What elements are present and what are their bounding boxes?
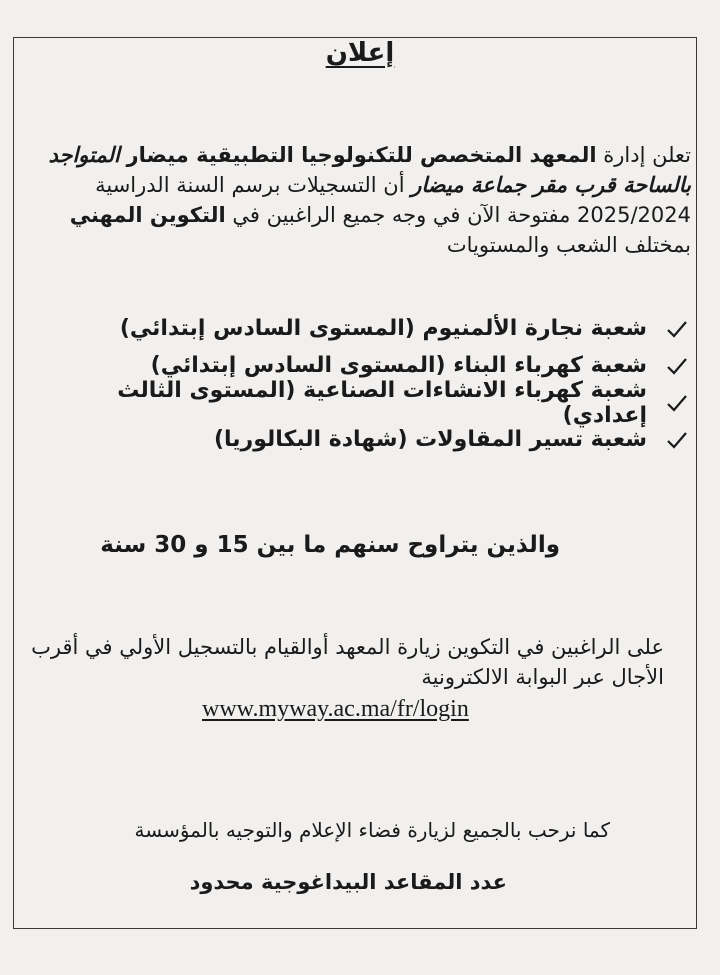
list-item (29, 377, 689, 428)
registration-link[interactable]: www.myway.ac.ma/fr/login (202, 696, 469, 722)
intro-paragraph (11, 140, 691, 260)
checkmark-icon (665, 391, 689, 415)
intro-text-4: بمختلف الشعب والمستويات (446, 233, 691, 257)
invitation-paragraph: على الراغبين في التكوين زيارة المعهد أوالقيام بالتسجيل الأولي في أقرب الأجال عبر البوابة الالكترونية (31, 635, 664, 689)
checkmark-icon (665, 354, 689, 378)
institute-location: المتواجد بالساحة قرب مقر جماعة ميضار (48, 143, 691, 197)
intro-text-3: أن التسجيلات برسم السنة الدراسية 2025/2024 مفتوحة الآن في وجه جميع الراغبين في (95, 173, 691, 227)
page-title: إعلان (325, 38, 395, 68)
intro-text-2 (120, 143, 127, 167)
intro-text-1: تعلن إدارة (596, 143, 691, 167)
branch-label: شعبة نجارة الألمنيوم (المستوى السادس إبتدائي) (119, 316, 647, 341)
age-requirement: والذين يتراوح سنهم ما بين 15 و 30 سنة (100, 532, 560, 558)
branch-label: شعبة تسير المقاولات (شهادة البكالوريا) (213, 427, 647, 452)
welcome-note: كما نرحب بالجميع لزيارة فضاء الإعلام والتوجيه بالمؤسسة (134, 818, 610, 842)
branches-list (29, 310, 689, 458)
training-type: التكوين المهني (69, 203, 226, 227)
checkmark-icon (665, 428, 689, 452)
seats-note: عدد المقاعد البيداغوجية محدود (189, 870, 507, 894)
checkmark-icon (665, 317, 689, 341)
institute-name: المعهد المتخصص للتكنولوجيا التطبيقية ميضار (126, 143, 597, 167)
list-item (29, 310, 689, 347)
branch-label: شعبة كهرباء الانشاءات الصناعية (المستوى الثالث إعدادي) (117, 377, 647, 428)
branch-label: شعبة كهرباء البناء (المستوى السادس إبتدائي) (150, 353, 647, 378)
